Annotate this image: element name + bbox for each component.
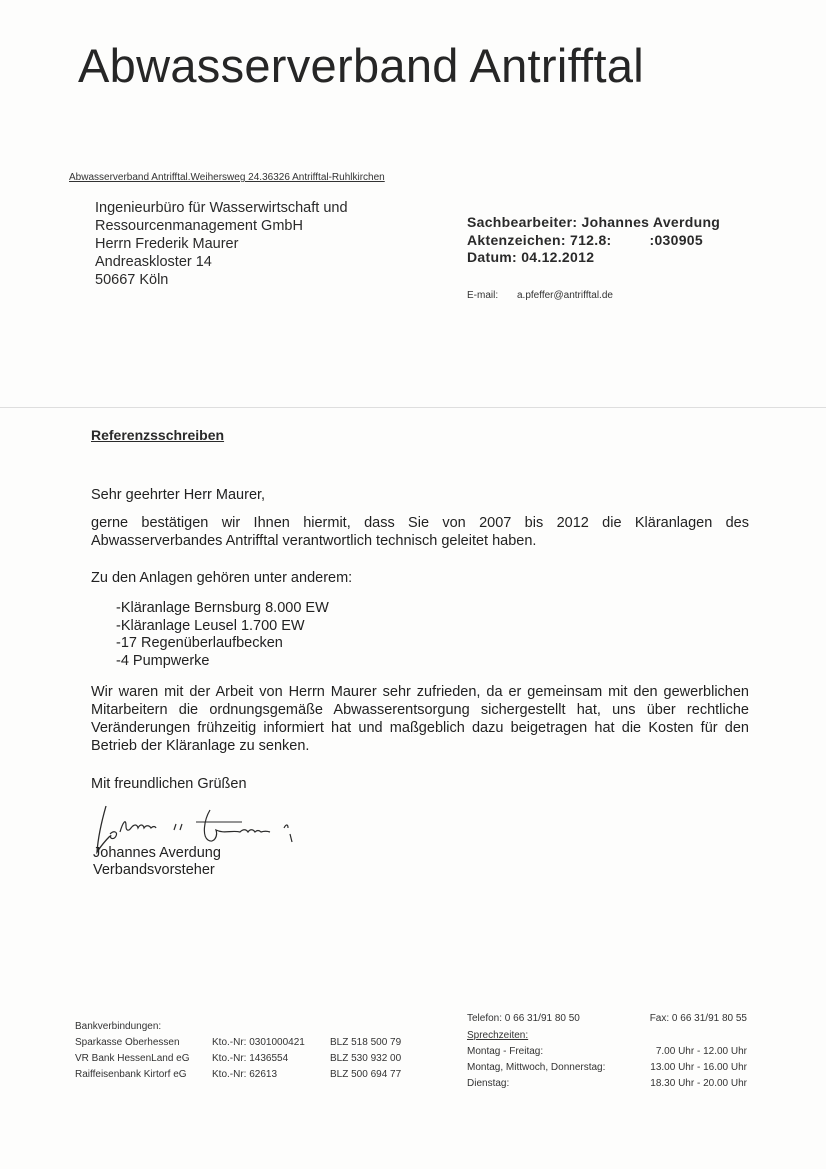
- bank-name: Raiffeisenbank Kirtorf eG: [75, 1068, 187, 1080]
- office-hours-days: Montag, Mittwoch, Donnerstag:: [467, 1062, 606, 1073]
- salutation: Sehr geehrter Herr Maurer,: [91, 487, 266, 503]
- list-item: -Kläranlage Bernsburg 8.000 EW: [116, 600, 329, 616]
- file-reference: [467, 232, 720, 250]
- letter-date: Datum: 04.12.2012: [467, 249, 595, 265]
- letterhead-title: Abwasserverband Antrifftal: [78, 39, 645, 92]
- bank-account: Kto.-Nr: 0301000421: [212, 1036, 305, 1048]
- bank-details: [75, 1018, 401, 1082]
- office-hours-days: Dienstag:: [467, 1078, 510, 1089]
- bank-account: Kto.-Nr: 62613: [212, 1068, 278, 1080]
- table-row: [75, 1066, 401, 1082]
- recipient-line: Herrn Frederik Maurer: [95, 236, 239, 252]
- signer-block: [93, 845, 221, 879]
- fold-line: [0, 407, 826, 408]
- email-address: a.pfeffer@antrifftal.de: [517, 290, 613, 301]
- case-officer: Sachbearbeiter: Johannes Averdung: [467, 214, 721, 230]
- sender-address-line: Abwasserverband Antrifftal.Weihersweg 24.36326 Antrifftal-Ruhlkirchen: [69, 172, 385, 183]
- fax-number: Fax: 0 66 31/91 80 55: [649, 1013, 747, 1024]
- list-item: [467, 1046, 747, 1062]
- office-hours-time: 7.00 Uhr - 12.00 Uhr: [655, 1046, 747, 1057]
- facility-list: [116, 600, 329, 670]
- table-row: [75, 1034, 401, 1050]
- recipient-address: [95, 199, 348, 289]
- phone-number: Telefon: 0 66 31/91 80 50: [467, 1013, 580, 1024]
- office-hours-days: Montag - Freitag:: [467, 1046, 544, 1057]
- bank-heading: Bankverbindungen:: [75, 1020, 162, 1032]
- list-item: [467, 1062, 747, 1078]
- list-item: -4 Pumpwerke: [116, 652, 210, 669]
- file-reference-label: Aktenzeichen: 712.8:: [467, 231, 612, 248]
- recipient-line: 50667 Köln: [95, 272, 169, 288]
- email-label: E-mail:: [467, 290, 499, 301]
- bank-account: Kto.-Nr: 1436554: [212, 1052, 289, 1064]
- recipient-line: Ressourcenmanagement GmbH: [95, 218, 303, 234]
- bank-code: BLZ 530 932 00: [330, 1052, 402, 1064]
- table-row: [75, 1050, 401, 1066]
- bank-code: BLZ 500 694 77: [330, 1068, 402, 1080]
- signer-name: Johannes Averdung: [93, 845, 221, 861]
- file-reference-number: :030905: [649, 231, 703, 248]
- list-item: -17 Regenüberlaufbecken: [116, 635, 283, 651]
- letter-subject: Referenzsschreiben: [91, 427, 225, 443]
- list-item: [467, 1078, 747, 1094]
- email-line: [467, 290, 613, 301]
- recipient-line: Andreaskloster 14: [95, 254, 212, 270]
- body-paragraph-3: Wir waren mit der Arbeit von Herrn Maurer sehr zufrieden, da er gemeinsam mit den gewerblichen Mitarbeitern die ordnungsgemäße Abwasserentsorgung sichergestellt hat, uns über rechtliche Veränderungen frühzeitig informiert hat und maßgeblich dazu beigetragen hat die Kosten für den Betrieb der Kläranlage zu senken.: [91, 684, 749, 754]
- body-paragraph-1: gerne bestätigen wir Ihnen hiermit, dass Sie von 2007 bis 2012 die Kläranlagen des Abwasserverbandes Antrifftal verantwortlich technisch geleitet haben.: [91, 515, 749, 549]
- bank-name: VR Bank HessenLand eG: [75, 1052, 190, 1064]
- recipient-line: Ingenieurbüro für Wasserwirtschaft und: [95, 200, 348, 216]
- signer-title: Verbandsvorsteher: [93, 862, 215, 878]
- list-item: -Kläranlage Leusel 1.700 EW: [116, 617, 305, 634]
- closing: Mit freundlichen Grüßen: [91, 776, 247, 792]
- office-hours-time: 13.00 Uhr - 16.00 Uhr: [650, 1062, 747, 1073]
- contact-details: [467, 1013, 747, 1094]
- office-hours-time: 18.30 Uhr - 20.00 Uhr: [650, 1078, 747, 1089]
- office-hours-label: Sprechzeiten:: [467, 1030, 529, 1041]
- body-paragraph-2: Zu den Anlagen gehören unter anderem:: [91, 570, 353, 586]
- bank-name: Sparkasse Oberhessen: [75, 1036, 180, 1048]
- bank-code: BLZ 518 500 79: [330, 1036, 402, 1048]
- reference-block: [467, 214, 720, 267]
